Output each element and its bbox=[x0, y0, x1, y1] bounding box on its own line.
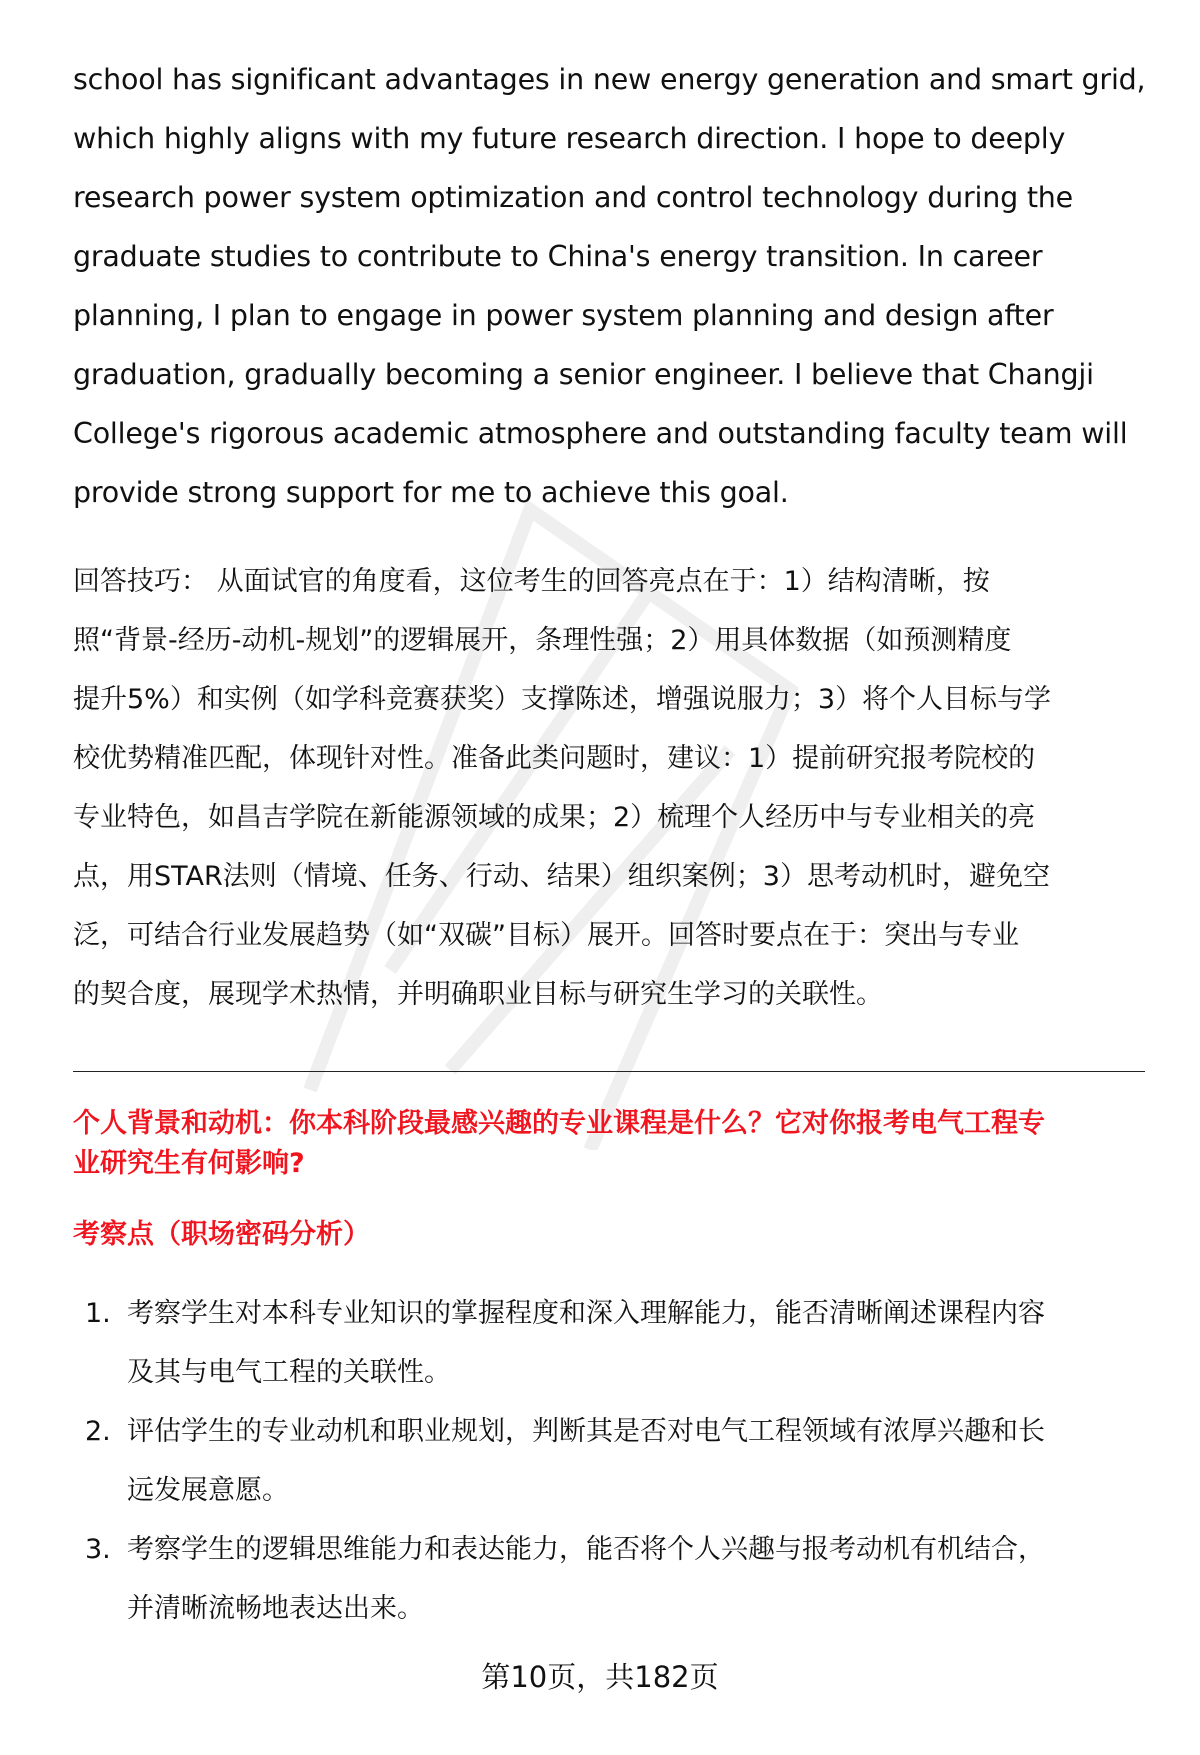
list-number: 1. bbox=[85, 1298, 111, 1329]
list-line: 并清晰流畅地表达出来。 bbox=[127, 1593, 424, 1624]
paragraph-line: research power system optimization and control technology during the bbox=[73, 181, 1073, 214]
heading-line: 个人背景和动机：你本科阶段最感兴趣的专业课程是什么？它对你报考电气工程专 bbox=[73, 1108, 1045, 1139]
paragraph-line: 点，用STAR法则（情境、任务、行动、结果）组织案例；3）思考动机时，避免空 bbox=[73, 861, 1050, 892]
list-number: 2. bbox=[85, 1416, 111, 1447]
heading-line: 业研究生有何影响? bbox=[73, 1148, 305, 1179]
list-number: 3. bbox=[85, 1534, 111, 1565]
section-divider bbox=[73, 1071, 1145, 1072]
list-item bbox=[73, 1284, 1143, 1402]
list-item bbox=[73, 1402, 1143, 1520]
paragraph-line: 泛，可结合行业发展趋势（如“双碳”目标）展开。回答时要点在于：突出与专业 bbox=[73, 920, 1019, 951]
points-heading bbox=[73, 1215, 1143, 1255]
paragraph-line: provide strong support for me to achieve this goal. bbox=[73, 476, 789, 509]
paragraph-line: graduate studies to contribute to China's energy transition. In career bbox=[73, 240, 1043, 273]
paragraph-line: 照“背景-经历-动机-规划”的逻辑展开，条理性强；2）用具体数据（如预测精度 bbox=[73, 625, 1012, 656]
paragraph-line: school has significant advantages in new energy generation and smart grid, bbox=[73, 63, 1146, 96]
tips-paragraph bbox=[73, 552, 1143, 1024]
paragraph-line: planning, I plan to engage in power system planning and design after bbox=[73, 299, 1054, 332]
points-heading-text: 考察点（职场密码分析） bbox=[73, 1219, 370, 1250]
paragraph-line: 专业特色，如昌吉学院在新能源领域的成果；2）梳理个人经历中与专业相关的亮 bbox=[73, 802, 1036, 833]
paragraph-line: 提升5%）和实例（如学科竞赛获奖）支撑陈述，增强说服力；3）将个人目标与学 bbox=[73, 684, 1052, 715]
page-number: 第10页，共182页 bbox=[481, 1660, 719, 1694]
answer-paragraph bbox=[73, 50, 1146, 522]
paragraph-line: which highly aligns with my future research direction. I hope to deeply bbox=[73, 122, 1066, 155]
paragraph-line: 回答技巧： 从面试官的角度看，这位考生的回答亮点在于：1）结构清晰，按 bbox=[73, 566, 990, 597]
list-line: 评估学生的专业动机和职业规划，判断其是否对电气工程领域有浓厚兴趣和长 bbox=[127, 1416, 1045, 1447]
list-line: 考察学生的逻辑思维能力和表达能力，能否将个人兴趣与报考动机有机结合， bbox=[127, 1534, 1045, 1565]
points-list bbox=[73, 1284, 1143, 1638]
list-line: 考察学生对本科专业知识的掌握程度和深入理解能力，能否清晰阐述课程内容 bbox=[127, 1298, 1045, 1329]
list-item bbox=[73, 1520, 1143, 1638]
paragraph-line: 校优势精准匹配，体现针对性。准备此类问题时，建议：1）提前研究报考院校的 bbox=[73, 743, 1036, 774]
paragraph-line: College's rigorous academic atmosphere and outstanding faculty team will bbox=[73, 417, 1128, 450]
question-heading bbox=[73, 1104, 1143, 1184]
list-line: 及其与电气工程的关联性。 bbox=[127, 1357, 451, 1388]
list-line: 远发展意愿。 bbox=[127, 1475, 289, 1506]
paragraph-line: 的契合度，展现学术热情，并明确职业目标与研究生学习的关联性。 bbox=[73, 979, 883, 1010]
paragraph-line: graduation, gradually becoming a senior engineer. I believe that Changji bbox=[73, 358, 1094, 391]
